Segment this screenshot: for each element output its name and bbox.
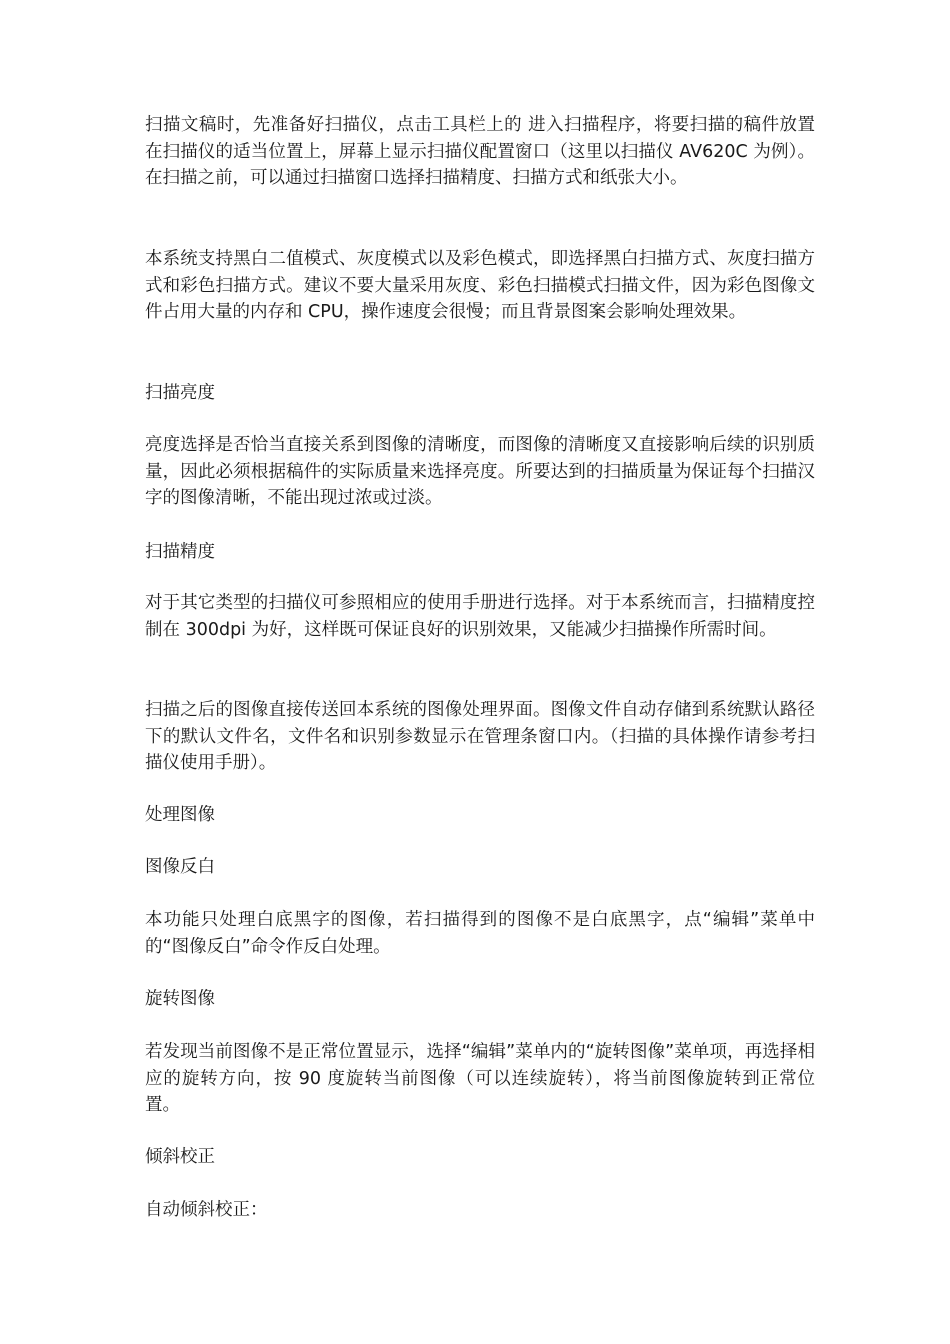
heading-scan-resolution: 扫描精度 [145, 542, 215, 562]
heading-skew-correction: 倾斜校正 [145, 1147, 215, 1167]
paragraph-scan-modes: 本系统支持黑白二值模式、灰度模式以及彩色模式，即选择黑白扫描方式、灰度扫描方式和彩色扫描方式。建议不要大量采用灰度、彩色扫描模式扫描文件，因为彩色图像文件占用大量的内存和 CPU，操作速度会很慢；而且背景图案会影响处理效果。 [145, 249, 815, 322]
paragraph-scan-intro: 扫描文稿时，先准备好扫描仪，点击工具栏上的 进入扫描程序，将要扫描的稿件放置在扫描仪的适当位置上，屏幕上显示扫描仪配置窗口（这里以扫描仪 AV620C 为例）。在扫描之前，可以通过扫描窗口选择扫描精度、扫描方式和纸张大小。 [145, 115, 815, 188]
paragraph-after-scan: 扫描之后的图像直接传送回本系统的图像处理界面。图像文件自动存储到系统默认路径下的默认文件名，文件名和识别参数显示在管理条窗口内。（扫描的具体操作请参考扫描仪使用手册）。 [145, 700, 815, 773]
heading-auto-skew-correction: 自动倾斜校正： [145, 1200, 268, 1220]
heading-invert-image: 图像反白 [145, 857, 215, 877]
paragraph-rotate: 若发现当前图像不是正常位置显示，选择“编辑”菜单内的“旋转图像”菜单项，再选择相应的旋转方向，按 90 度旋转当前图像（可以连续旋转），将当前图像旋转到正常位置。 [145, 1042, 815, 1115]
paragraph-brightness: 亮度选择是否恰当直接关系到图像的清晰度，而图像的清晰度又直接影响后续的识别质量，因此必须根据稿件的实际质量来选择亮度。所要达到的扫描质量为保证每个扫描汉字的图像清晰，不能出现过浓或过淡。 [145, 435, 815, 508]
heading-process-image: 处理图像 [145, 805, 215, 825]
paragraph-invert: 本功能只处理白底黑字的图像，若扫描得到的图像不是白底黑字，点“编辑”菜单中的“图像反白”命令作反白处理。 [145, 910, 815, 957]
heading-scan-brightness: 扫描亮度 [145, 383, 215, 403]
paragraph-resolution: 对于其它类型的扫描仪可参照相应的使用手册进行选择。对于本系统而言，扫描精度控制在 300dpi 为好，这样既可保证良好的识别效果，又能减少扫描操作所需时间。 [145, 593, 815, 640]
heading-rotate-image: 旋转图像 [145, 989, 215, 1009]
